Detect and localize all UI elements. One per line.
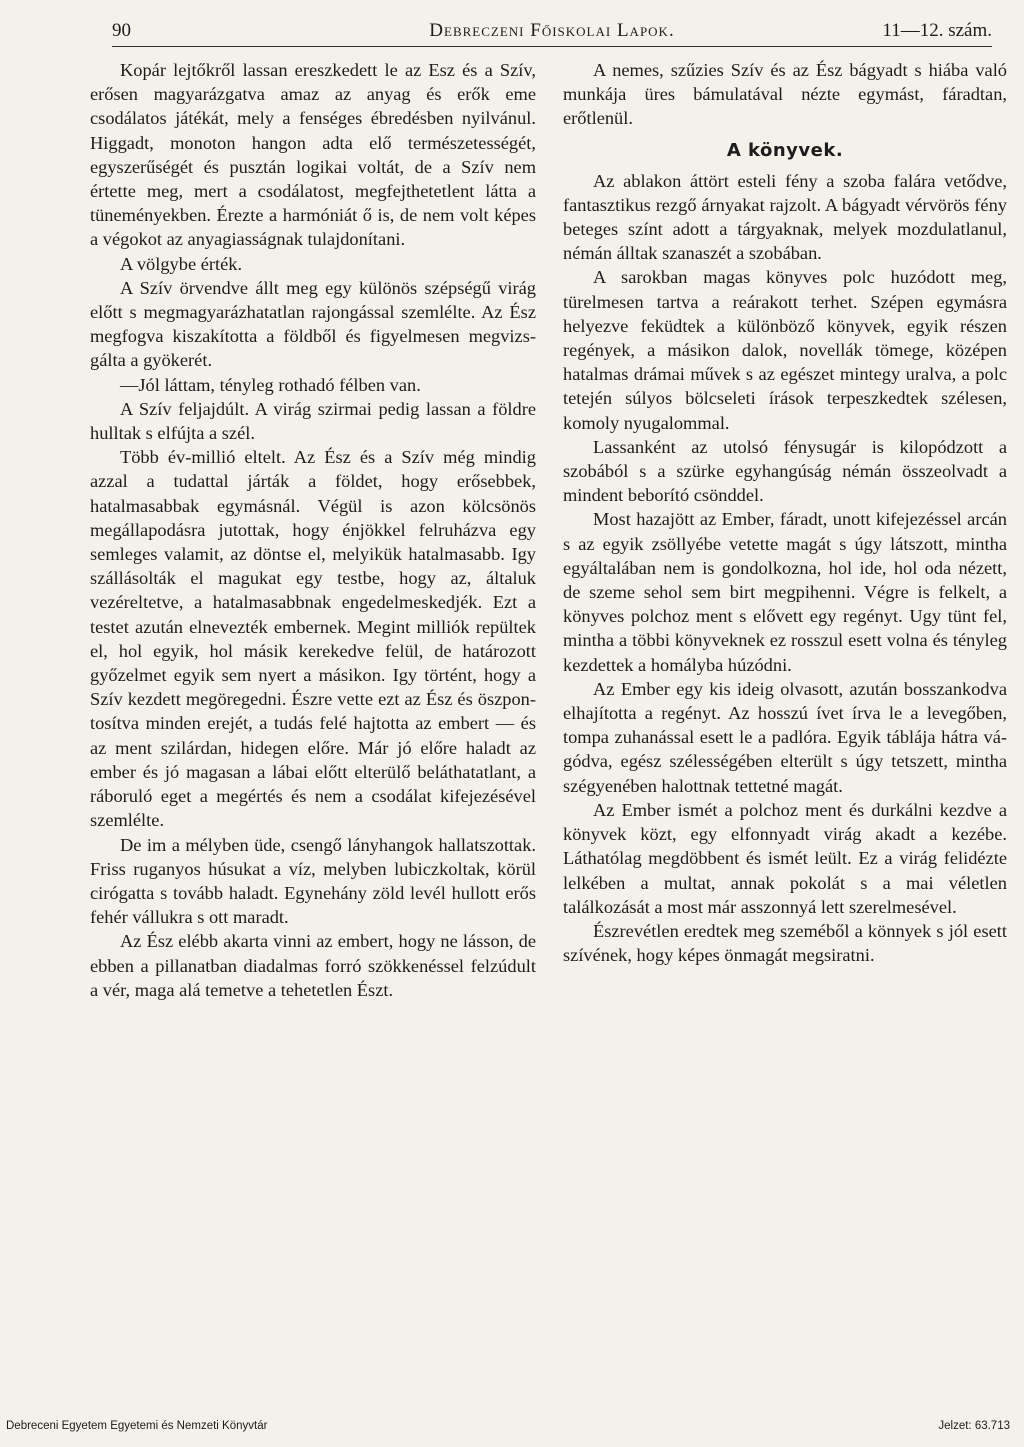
paragraph: A Szív örvendve állt meg egy különös szépségű virág előtt s megmagyarázhatatlan rajongással szemlélte. Az Ész megfogva kiszakította a földből és figyelmesen megvizsgálta a gyökerét.	[90, 277, 536, 371]
paragraph: Az Ember ismét a polchoz ment és durkálni kezdve a könyvek közt, egy elfonnyadt virág akadt a kezébe. Láthatólag megdöbbent és ismét leült. Ez a virág felidézte lelkében a multat, annak pokolát s a mai véletlen találkozását a most már asszonnyá lett szerelmesével.	[563, 799, 1007, 917]
paragraph: Észrevétlen eredtek meg szeméből a könnyek s jól esett szívének, hogy képes önmagát megsiratni.	[563, 920, 1007, 966]
paragraph: Kopár lejtőkről lassan ereszkedett le az Esz és a Szív, erősen magyarázgatva amaz az anyag és erők eme csodálatos játékát, mely a fenséges ébredésben nyilvánul. Higgadt, monoton hangon adta elő természetességét, egyszerűségét és pusztán logikai voltát, de a Szív nem értette meg, mert a csodálatost, megfejthetetlent látta a tüneményekben. Érezte a harmóniát ő is, de nem volt képes a végokot az anyagiasságnak tulajdonítani.	[90, 60, 536, 250]
page-number: 90	[112, 20, 131, 41]
page-footer	[6, 1420, 1010, 1438]
paragraph: Több év-millió eltelt. Az Ész és a Szív még mindig azzal a tudattal járták a földet, hogy erősebbek, hatalmasabbak egymásnál. Végül is azon kölcsönös megállapodásra jutottak, hogy énjökkel felruházva egy semleges valamit, az döntse el, melyikük hatalmasabb. Igy szállásolták el magukat egy testbe, hogy az, általuk vezéreltetve, a hatalmasabbnak engedelmeskedjék. Ezt a testet azután elnevezték embernek. Megint milliók repültek el, hol egyik, hol másik kerekedve felül, de határozott győzelmet egyik sem nyert a másikon. Igy történt, hogy a Szív kezdett megöregedni. Észre vette ezt az Ész és öszpontosítva minden erejét, a tudás felé hajtotta az embert — és az ment szilárdan, hidegen előre. Már jó előre haladt az ember és jó magasan a lábai előtt elterülő beláthatatlant, a ráboruló eget a megértés és nem a csodálat kifejezésével szemlélte.	[90, 447, 536, 831]
library-name: Debreceni Egyetem Egyetemi és Nemzeti Könyvtár	[6, 1420, 268, 1432]
section-title: A könyvek.	[726, 139, 844, 161]
paragraph: A völgybe érték.	[120, 253, 243, 274]
paragraph: A sarokban magas könyves polc huzódott meg, türelmesen tartva a reárakott terhet. Szépen egymásra helyezve feküdtek a különböző könyvek, egyik részen regények, a másikon dalok, novellák tömege, középen hatalmas drámai művek s az egészet mintegy uralva, a polc tetején súlyos bölcseleti írások terpeszkedtek szélesen, komoly nyugalommal.	[563, 267, 1007, 433]
dialogue-line: —Jól láttam, tényleg rothadó félben van.	[120, 374, 421, 395]
paragraph: Az Ember egy kis ideig olvasott, azután bosszankodva elhajította a regényt. Az hosszú ívet írva le a levegőben, tompa zuhanással esett le a padlóra. Egyik táblája hátra vágódva, egész szélességében elterült s úgy tetszett, mintha szégyenében halottnak tettetné magát.	[563, 678, 1007, 796]
shelfmark: Jelzet: 63.713	[938, 1420, 1010, 1432]
paragraph: De im a mélyben üde, csengő lányhangok hallatszottak. Friss ruganyos húsukat a víz, melyben lubiczkoltak, körül cirógatta s tovább haladt. Egynehány zöld levél hullott erős fehér vállukra s ott maradt.	[90, 834, 536, 928]
issue-number: 11—12. szám.	[882, 20, 992, 41]
page-header	[112, 20, 992, 47]
right-column	[563, 58, 1007, 967]
left-column	[90, 58, 536, 1002]
paragraph: Most hazajött az Ember, fáradt, unott kifejezéssel arcán s az egyik zsöllyébe vetette magát s úgy látszott, mintha egyáltalában nem is gondolkozna, hol ide, hol oda nézett, de szeme sehol sem birt megpihenni. Végre is felkelt, a könyves polchoz ment s elővett egy regényt. Ugy tünt fel, mintha a többi könyveknek ez rosszul esett volna és tényleg kezdettek a homályba húzódni.	[563, 509, 1007, 675]
paragraph: Az Ész elébb akarta vinni az embert, hogy ne lásson, de ebben a pillanatban diadalmas forró szökkenéssel felzúdult a vér, maga alá temetve a tehetetlen Észt.	[90, 931, 536, 1000]
paragraph: A nemes, szűzies Szív és az Ész bágyadt s hiába való munkája üres bámulatával nézte egymást, fáradtan, erőtlenül.	[563, 60, 1007, 129]
paragraph: Lassanként az utolsó fénysugár is kilopódzott a szobából s a szürke egyhangúság némán összeolvadt a mindent beborító csönddel.	[563, 436, 1007, 506]
paragraph: A Szív feljajdúlt. A virág szirmai pedig lassan a földre hulltak s elfújta a szél.	[90, 398, 536, 444]
paragraph: Az ablakon áttört esteli fény a szoba falára vetődve, fantasztikus rezgő árnyakat rajzolt. A bágyadt vérvörös fény beteges színt adott a tárgyaknak, melyek mozdulatlanul, némán álltak szanaszét a szobában.	[563, 170, 1007, 264]
journal-title: Debreczeni Főiskolai Lapok.	[429, 20, 675, 41]
